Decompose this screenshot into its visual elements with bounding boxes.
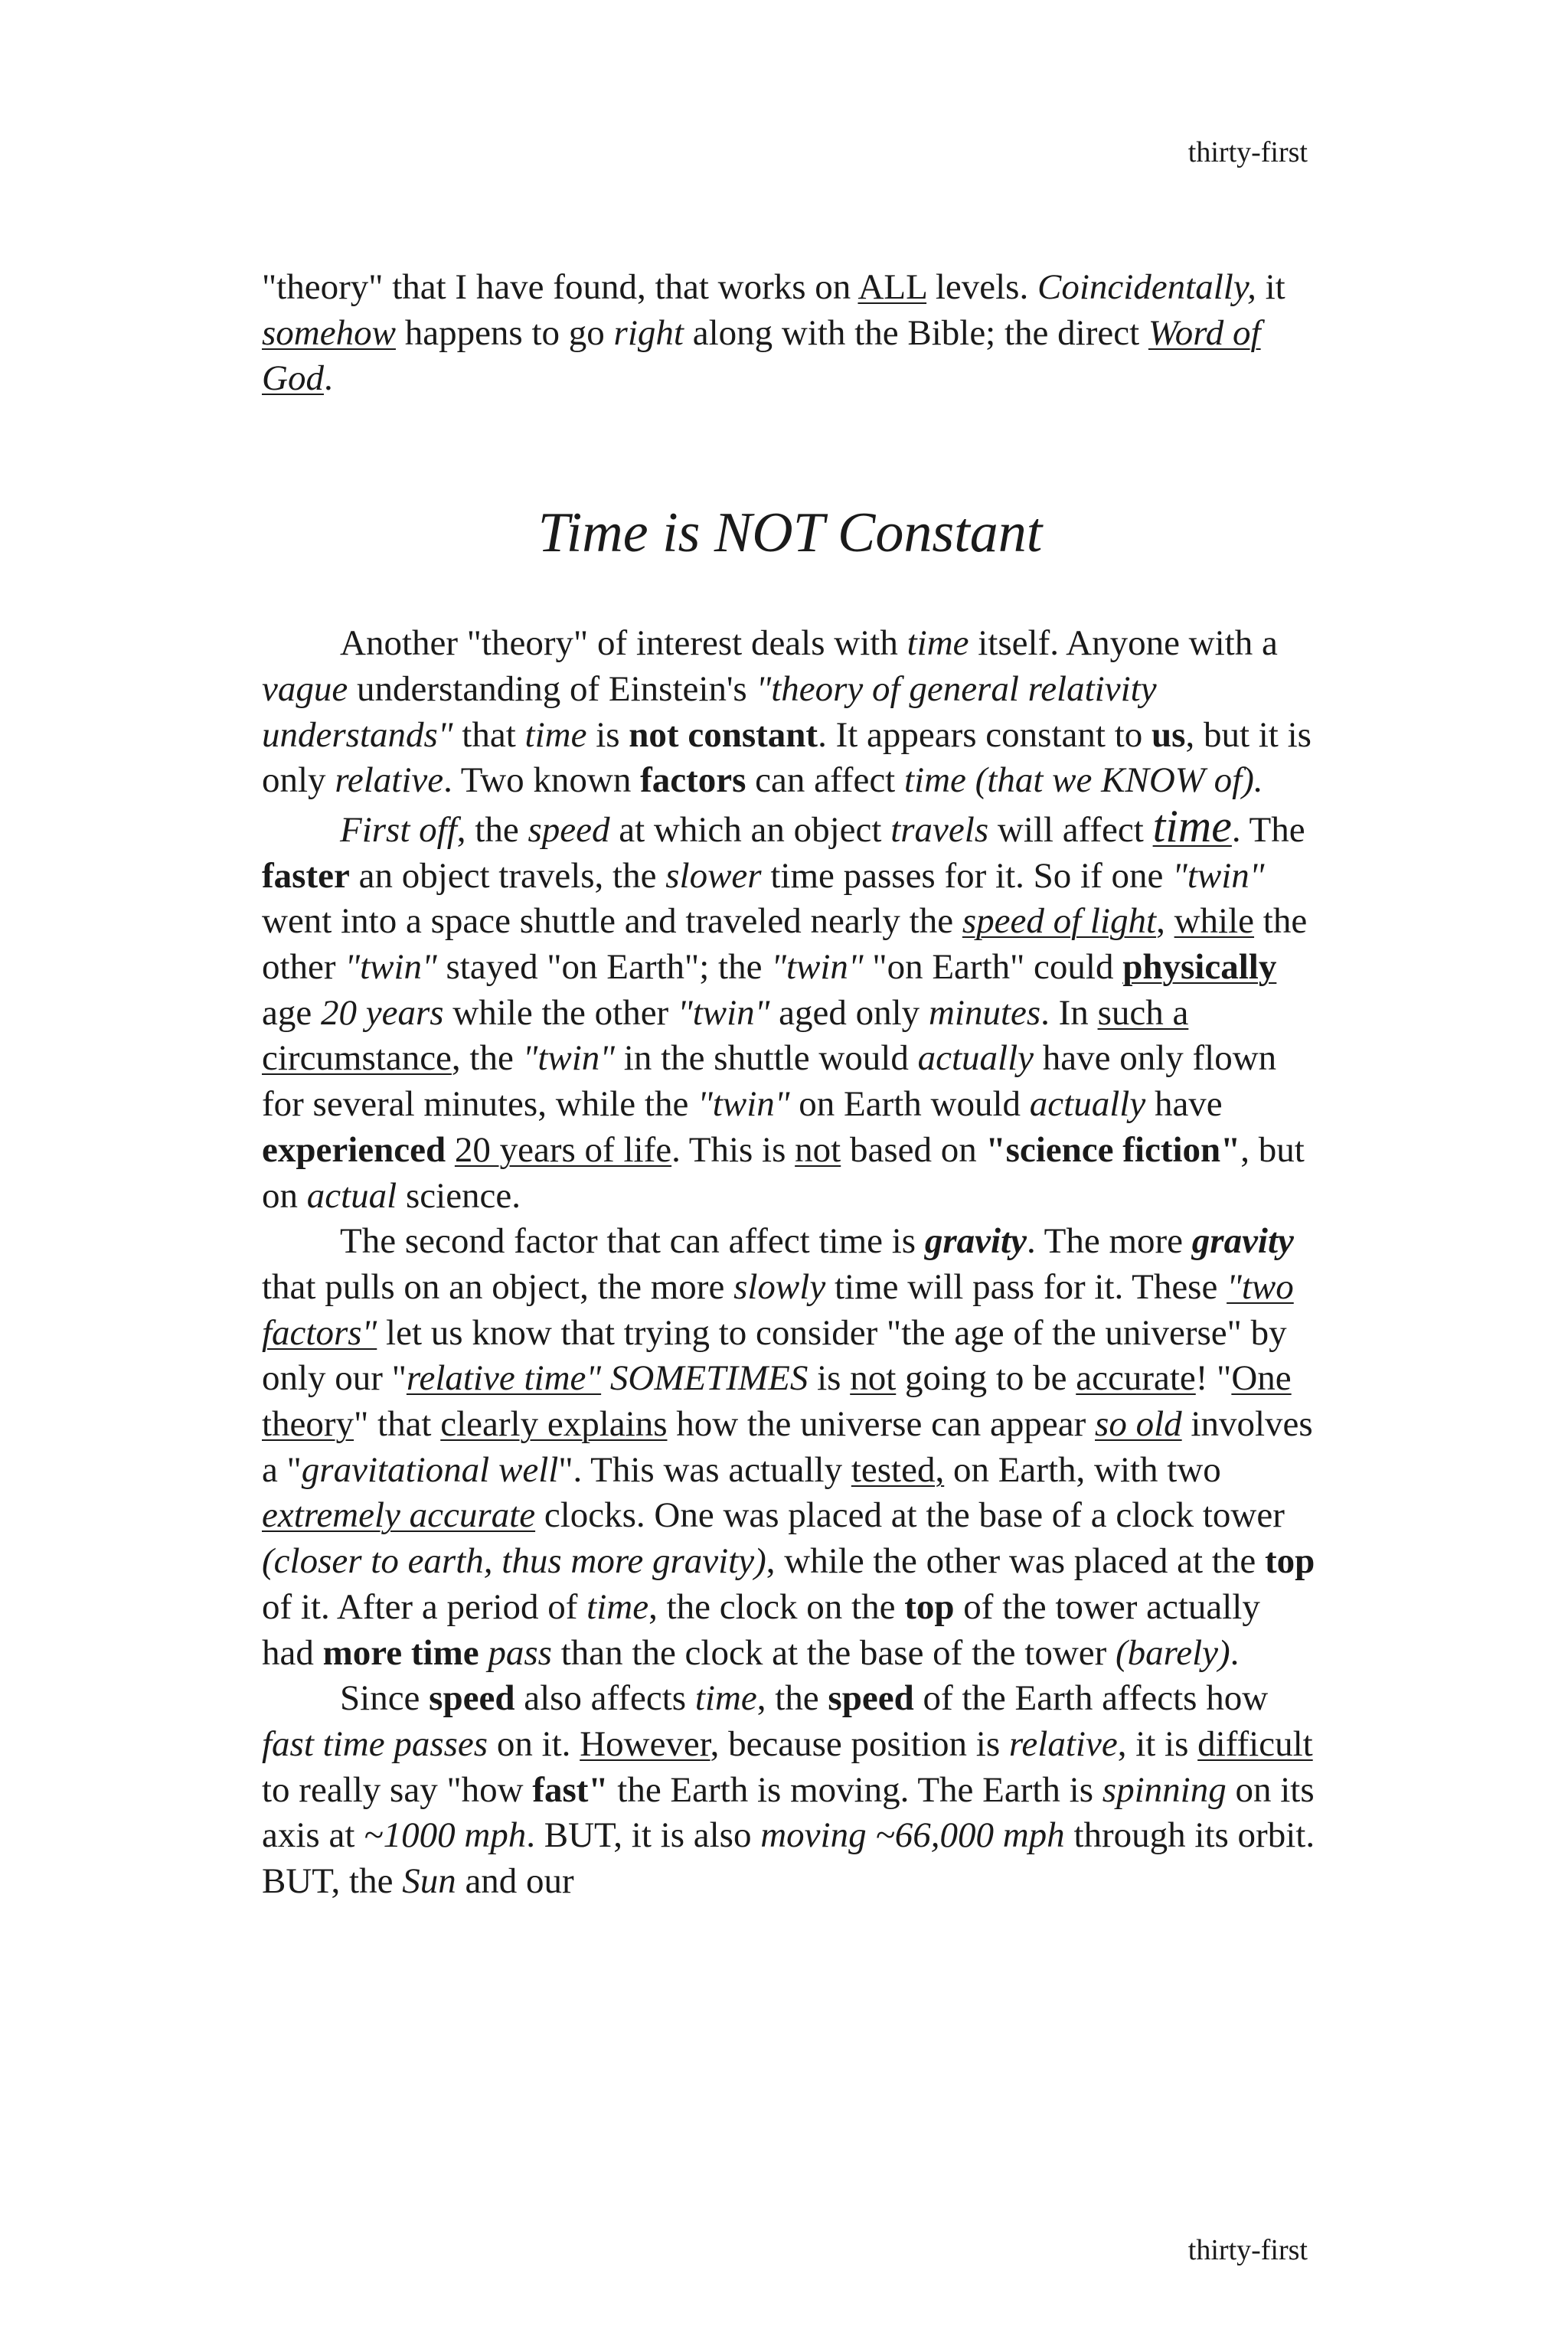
text-run: while the other xyxy=(443,992,678,1033)
text-run: levels. xyxy=(926,267,1037,307)
text-run: clearly explains xyxy=(440,1404,668,1445)
text-run: actually xyxy=(917,1038,1034,1079)
text-run: time xyxy=(694,1678,757,1719)
text-run: , the clock on the xyxy=(648,1586,905,1627)
text-run: "twin" xyxy=(771,947,864,988)
page-header: thirty-first xyxy=(1187,136,1308,168)
text-run: clocks. One was placed at the base of a clock tower xyxy=(535,1495,1285,1536)
text-run: somehow xyxy=(262,312,396,353)
text-run: of the tower actually had xyxy=(262,1586,1260,1673)
text-run: an object travels, the xyxy=(349,855,666,896)
text-run: speed xyxy=(828,1678,914,1719)
text-run: will affect xyxy=(988,809,1153,850)
text-run: Another "theory" of interest deals with xyxy=(340,623,907,664)
text-run: . xyxy=(323,358,333,399)
text-run: actually xyxy=(1029,1084,1146,1125)
text-run: on Earth would xyxy=(789,1084,1030,1125)
text-run: . The more xyxy=(1026,1221,1192,1262)
text-run: age xyxy=(262,992,321,1033)
text-run xyxy=(479,1633,488,1673)
text-run: time xyxy=(524,714,587,755)
text-run: such a circumstance xyxy=(262,992,1189,1079)
text-run: involves a " xyxy=(262,1404,1313,1490)
text-run: , but on xyxy=(262,1129,1305,1216)
text-run: . In xyxy=(1040,992,1098,1033)
text-run: gravity xyxy=(1191,1221,1294,1262)
text-run: difficult xyxy=(1197,1723,1313,1764)
body-paragraph xyxy=(262,800,1318,1219)
text-run: , it is xyxy=(1117,1723,1198,1764)
text-run: (closer to earth, thus more gravity) xyxy=(262,1541,766,1582)
text-run: , but it is only xyxy=(262,714,1312,801)
text-run: , because position is xyxy=(710,1723,1009,1764)
text-run: . It appears constant to xyxy=(818,714,1152,755)
text-run: relative xyxy=(335,760,444,801)
text-run: the other xyxy=(262,901,1308,988)
text-run: aged only xyxy=(769,992,929,1033)
page-body xyxy=(262,265,1318,1905)
text-run: time xyxy=(586,1586,649,1627)
text-run: One theory xyxy=(262,1358,1292,1445)
text-run: extremely accurate xyxy=(262,1495,536,1536)
text-run: to really say "how xyxy=(262,1769,533,1810)
text-run: ALL xyxy=(858,267,927,307)
text-run: slowly xyxy=(733,1266,826,1307)
text-run: on Earth, with two xyxy=(944,1449,1221,1490)
text-run: time xyxy=(1152,800,1232,851)
text-run: "theory" that I have found, that works on xyxy=(262,267,858,307)
text-run: speed xyxy=(429,1678,515,1719)
text-run: . The xyxy=(1231,809,1305,850)
text-run: Word of God xyxy=(262,312,1261,399)
text-run: relative xyxy=(1008,1723,1118,1764)
text-run: 20 years xyxy=(320,992,444,1033)
text-run: itself. Anyone with a xyxy=(969,623,1278,664)
text-run: us xyxy=(1152,714,1186,755)
text-run: stayed "on Earth"; the xyxy=(436,947,772,988)
text-run: ". This was actually xyxy=(558,1449,851,1490)
text-run: travels xyxy=(890,809,989,850)
text-run: "twin" xyxy=(697,1084,790,1125)
body-paragraph xyxy=(262,621,1318,804)
text-run: and our xyxy=(456,1861,574,1902)
text-run xyxy=(601,1358,610,1398)
body-paragraph xyxy=(262,1219,1318,1676)
text-run: than the clock at the base of the tower xyxy=(551,1632,1116,1673)
text-run: SOMETIMES xyxy=(609,1358,808,1399)
text-run: in the shuttle would xyxy=(615,1038,918,1079)
text-run: . Two known xyxy=(443,760,641,801)
text-run: spinning xyxy=(1102,1769,1227,1810)
text-run: along with the Bible; the direct xyxy=(683,312,1148,353)
intro-paragraph xyxy=(262,265,1318,402)
text-run: went into a space shuttle and traveled nearly the xyxy=(262,901,962,942)
text-run: at which an object xyxy=(609,809,891,850)
text-run: , while the other was placed at the xyxy=(766,1541,1265,1582)
text-run: gravitational well xyxy=(301,1449,559,1490)
text-run: "on Earth" could xyxy=(863,947,1123,988)
text-run: accurate xyxy=(1076,1358,1196,1399)
text-run: Coincidentally, xyxy=(1037,267,1256,307)
text-run: . This is xyxy=(671,1129,795,1170)
text-run: faster xyxy=(262,855,350,896)
text-run: The second factor that can affect time is xyxy=(340,1221,925,1262)
text-run: . xyxy=(1230,1632,1240,1673)
text-run: gravity xyxy=(924,1221,1027,1262)
text-run: time passes for it. So if one xyxy=(761,855,1173,896)
text-run: while xyxy=(1174,901,1255,942)
text-run: "science fiction" xyxy=(985,1129,1241,1170)
text-run: have xyxy=(1145,1084,1223,1125)
text-run: physically xyxy=(1122,947,1277,988)
text-run: First off xyxy=(340,809,457,850)
text-run: on it. xyxy=(488,1723,580,1764)
text-run: based on xyxy=(841,1129,986,1170)
text-run: speed of light xyxy=(962,901,1157,942)
text-run: of it. After a period of xyxy=(262,1586,587,1627)
text-run: can affect xyxy=(746,760,904,801)
text-run: minutes xyxy=(928,992,1041,1033)
text-run: "twin" xyxy=(1172,855,1265,896)
text-run: that xyxy=(452,714,525,755)
text-run: have only flown for several minutes, while the xyxy=(262,1038,1277,1125)
text-run xyxy=(446,1130,455,1170)
text-run: Since xyxy=(340,1678,430,1719)
text-run: moving ~66,000 mph xyxy=(760,1815,1065,1856)
text-run: top xyxy=(904,1586,955,1627)
page-footer: thirty-first xyxy=(1187,2234,1308,2266)
text-run: is xyxy=(586,714,629,755)
text-run: understanding of Einstein's xyxy=(348,668,756,709)
text-run: speed xyxy=(528,809,610,850)
text-run: . BUT, it is also xyxy=(526,1815,761,1856)
text-run: 20 years of life xyxy=(454,1129,672,1170)
text-run: not xyxy=(795,1129,841,1170)
text-run: (barely) xyxy=(1116,1632,1230,1673)
text-run: science. xyxy=(397,1175,521,1216)
text-run: is xyxy=(808,1358,851,1399)
text-run: , the xyxy=(756,1678,828,1719)
text-run: that pulls on an object, the more xyxy=(262,1266,734,1307)
text-run: fast time passes xyxy=(262,1723,488,1764)
text-run: factors xyxy=(640,760,746,801)
text-run: of the Earth affects how xyxy=(913,1678,1269,1719)
text-run: " that xyxy=(354,1404,441,1445)
text-run: let us know that trying to consider "the age of the universe" by only our " xyxy=(262,1312,1287,1399)
text-run: more time xyxy=(322,1632,479,1673)
text-run: pass xyxy=(488,1632,552,1673)
text-run: happens to go xyxy=(395,312,614,353)
text-run: experienced xyxy=(262,1129,446,1170)
text-run: "twin" xyxy=(677,992,770,1033)
text-run: also affects xyxy=(514,1678,695,1719)
text-run: how the universe can appear xyxy=(667,1404,1096,1445)
text-run: , xyxy=(1156,901,1174,942)
text-run: so old xyxy=(1095,1404,1182,1445)
text-run: not xyxy=(850,1358,897,1399)
text-run: However xyxy=(580,1723,710,1764)
text-run: "twin" xyxy=(522,1038,616,1079)
text-run: slower xyxy=(665,855,762,896)
text-run: "theory of general relativity understands" xyxy=(262,668,1157,755)
text-run: through its orbit. BUT, the xyxy=(262,1815,1315,1902)
text-run: right xyxy=(613,312,684,353)
text-run: actual xyxy=(306,1175,397,1216)
text-run: ~1000 mph xyxy=(364,1815,527,1856)
text-run: time will pass for it. These xyxy=(825,1266,1227,1307)
text-run: not constant xyxy=(629,714,818,755)
text-run: "two factors" xyxy=(262,1266,1294,1353)
text-run: fast" xyxy=(532,1769,609,1810)
text-run: the Earth is moving. The Earth is xyxy=(608,1769,1102,1810)
section-title: Time is NOT Constant xyxy=(537,501,1043,565)
text-run: time xyxy=(906,623,969,664)
text-run: ! " xyxy=(1195,1358,1232,1399)
text-run: time (that we KNOW of). xyxy=(904,760,1263,801)
text-run: , the xyxy=(456,809,528,850)
text-run: on its axis at xyxy=(262,1769,1315,1856)
text-run: "twin" xyxy=(345,947,437,988)
text-run: it xyxy=(1256,267,1285,307)
text-run: vague xyxy=(262,668,348,709)
text-run: relative time" xyxy=(406,1358,602,1399)
body-paragraph xyxy=(262,1676,1318,1905)
text-run: top xyxy=(1265,1541,1315,1582)
text-run: going to be xyxy=(896,1358,1076,1399)
text-run: Sun xyxy=(402,1861,456,1902)
text-run: , the xyxy=(451,1038,523,1079)
text-run: tested, xyxy=(851,1449,945,1490)
